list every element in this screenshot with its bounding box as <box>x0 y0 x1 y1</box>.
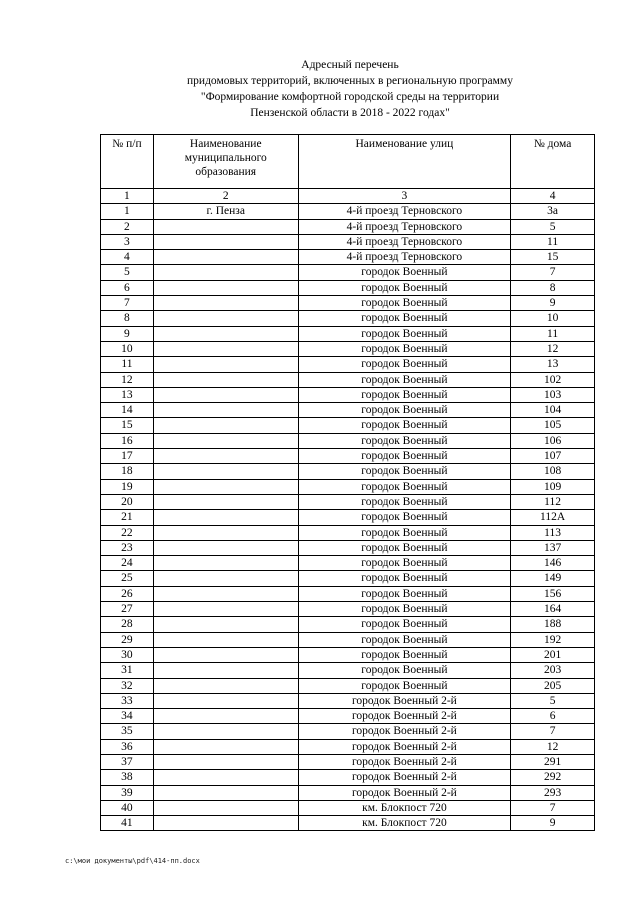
street-cell: городок Военный <box>298 296 511 311</box>
table-row <box>101 709 595 724</box>
house-number-cell: 149 <box>511 571 595 586</box>
table-row <box>101 754 595 769</box>
street-cell: городок Военный <box>298 387 511 402</box>
street-cell: городок Военный <box>298 663 511 678</box>
municipality-cell <box>153 724 298 739</box>
table-row <box>101 280 595 295</box>
street-cell: 4-й проезд Терновского <box>298 234 511 249</box>
row-number-cell: 5 <box>101 265 154 280</box>
municipality-cell <box>153 479 298 494</box>
house-number-cell: 188 <box>511 617 595 632</box>
table-row <box>101 479 595 494</box>
municipality-cell <box>153 265 298 280</box>
municipality-cell <box>153 311 298 326</box>
municipality-cell: г. Пенза <box>153 204 298 219</box>
house-number-cell: 107 <box>511 449 595 464</box>
municipality-cell <box>153 632 298 647</box>
municipality-cell <box>153 556 298 571</box>
municipality-cell <box>153 586 298 601</box>
row-number-cell: 35 <box>101 724 154 739</box>
column-number-cell: 2 <box>153 189 298 204</box>
house-number-cell: 9 <box>511 816 595 831</box>
street-cell: городок Военный <box>298 647 511 662</box>
row-number-cell: 38 <box>101 770 154 785</box>
row-number-cell: 27 <box>101 602 154 617</box>
municipality-cell <box>153 372 298 387</box>
house-number-cell: 11 <box>511 234 595 249</box>
column-number-cell: 1 <box>101 189 154 204</box>
street-cell: городок Военный <box>298 326 511 341</box>
table-row <box>101 556 595 571</box>
row-number-cell: 26 <box>101 586 154 601</box>
title-line-2: придомовых территорий, включенных в региональную программу <box>187 75 513 87</box>
municipality-cell <box>153 234 298 249</box>
street-cell: городок Военный 2-й <box>298 739 511 754</box>
table-row <box>101 739 595 754</box>
street-cell: городок Военный <box>298 449 511 464</box>
row-number-cell: 21 <box>101 510 154 525</box>
house-number-cell: 5 <box>511 219 595 234</box>
row-number-cell: 41 <box>101 816 154 831</box>
house-number-cell: 6 <box>511 709 595 724</box>
table-row <box>101 800 595 815</box>
row-number-cell: 8 <box>101 311 154 326</box>
row-number-cell: 15 <box>101 418 154 433</box>
table-row <box>101 693 595 708</box>
street-cell: городок Военный 2-й <box>298 709 511 724</box>
house-number-cell: 3а <box>511 204 595 219</box>
table-row <box>101 632 595 647</box>
row-number-cell: 12 <box>101 372 154 387</box>
street-cell: городок Военный <box>298 341 511 356</box>
house-number-cell: 7 <box>511 724 595 739</box>
municipality-cell <box>153 617 298 632</box>
table-row <box>101 510 595 525</box>
house-number-cell: 103 <box>511 387 595 402</box>
row-number-cell: 37 <box>101 754 154 769</box>
municipality-cell <box>153 678 298 693</box>
street-cell: городок Военный <box>298 602 511 617</box>
municipality-cell <box>153 816 298 831</box>
house-number-cell: 137 <box>511 540 595 555</box>
row-number-cell: 39 <box>101 785 154 800</box>
row-number-cell: 13 <box>101 387 154 402</box>
table-row <box>101 540 595 555</box>
table-row <box>101 647 595 662</box>
street-cell: городок Военный <box>298 403 511 418</box>
municipality-cell <box>153 647 298 662</box>
house-number-cell: 10 <box>511 311 595 326</box>
table-row <box>101 678 595 693</box>
municipality-cell <box>153 754 298 769</box>
table-row <box>101 494 595 509</box>
street-cell: км. Блокпост 720 <box>298 800 511 815</box>
street-cell: городок Военный <box>298 433 511 448</box>
municipality-cell <box>153 280 298 295</box>
street-cell: городок Военный <box>298 632 511 647</box>
house-number-cell: 112 <box>511 494 595 509</box>
street-cell: 4-й проезд Терновского <box>298 219 511 234</box>
row-number-cell: 24 <box>101 556 154 571</box>
row-number-cell: 10 <box>101 341 154 356</box>
table-row <box>101 785 595 800</box>
street-cell: городок Военный 2-й <box>298 785 511 800</box>
house-number-cell: 113 <box>511 525 595 540</box>
house-number-cell: 104 <box>511 403 595 418</box>
table-row <box>101 204 595 219</box>
municipality-cell <box>153 525 298 540</box>
street-cell: городок Военный <box>298 311 511 326</box>
municipality-cell <box>153 219 298 234</box>
table-row <box>101 617 595 632</box>
table-row <box>101 586 595 601</box>
municipality-cell <box>153 341 298 356</box>
row-number-cell: 16 <box>101 433 154 448</box>
street-cell: городок Военный 2-й <box>298 693 511 708</box>
municipality-cell <box>153 326 298 341</box>
table-row <box>101 296 595 311</box>
table-row <box>101 234 595 249</box>
row-number-cell: 9 <box>101 326 154 341</box>
street-cell: городок Военный <box>298 265 511 280</box>
row-number-cell: 11 <box>101 357 154 372</box>
table-row <box>101 724 595 739</box>
municipality-cell <box>153 739 298 754</box>
municipality-cell <box>153 433 298 448</box>
title-line-3: "Формирование комфортной городской среды на территории <box>200 91 500 103</box>
street-cell: городок Военный <box>298 586 511 601</box>
house-number-cell: 11 <box>511 326 595 341</box>
municipality-cell <box>153 800 298 815</box>
header-street: Наименование улиц <box>298 135 511 189</box>
street-cell: городок Военный <box>298 678 511 693</box>
row-number-cell: 31 <box>101 663 154 678</box>
street-cell: городок Военный <box>298 540 511 555</box>
row-number-cell: 4 <box>101 250 154 265</box>
row-number-cell: 32 <box>101 678 154 693</box>
table-row <box>101 219 595 234</box>
row-number-cell: 28 <box>101 617 154 632</box>
row-number-cell: 18 <box>101 464 154 479</box>
row-number-cell: 22 <box>101 525 154 540</box>
row-number-cell: 33 <box>101 693 154 708</box>
house-number-cell: 112А <box>511 510 595 525</box>
table-row <box>101 663 595 678</box>
house-number-cell: 108 <box>511 464 595 479</box>
house-number-cell: 292 <box>511 770 595 785</box>
house-number-cell: 15 <box>511 250 595 265</box>
row-number-cell: 29 <box>101 632 154 647</box>
street-cell: городок Военный <box>298 510 511 525</box>
municipality-cell <box>153 663 298 678</box>
column-number-cell: 3 <box>298 189 511 204</box>
table-row <box>101 311 595 326</box>
street-cell: городок Военный <box>298 617 511 632</box>
header-number: № п/п <box>101 135 154 189</box>
house-number-cell: 291 <box>511 754 595 769</box>
house-number-cell: 156 <box>511 586 595 601</box>
house-number-cell: 201 <box>511 647 595 662</box>
row-number-cell: 1 <box>101 204 154 219</box>
table-row <box>101 464 595 479</box>
title-line-4: Пензенской области в 2018 - 2022 годах" <box>250 107 450 119</box>
house-number-cell: 102 <box>511 372 595 387</box>
table-row <box>101 449 595 464</box>
house-number-cell: 7 <box>511 800 595 815</box>
table-row <box>101 265 595 280</box>
title-line-1: Адресный перечень <box>301 59 399 71</box>
row-number-cell: 40 <box>101 800 154 815</box>
house-number-cell: 12 <box>511 341 595 356</box>
house-number-cell: 13 <box>511 357 595 372</box>
municipality-cell <box>153 403 298 418</box>
table-row <box>101 357 595 372</box>
municipality-cell <box>153 693 298 708</box>
street-cell: 4-й проезд Терновского <box>298 250 511 265</box>
street-cell: городок Военный <box>298 494 511 509</box>
row-number-cell: 7 <box>101 296 154 311</box>
column-number-row <box>101 189 595 204</box>
street-cell: км. Блокпост 720 <box>298 816 511 831</box>
street-cell: городок Военный 2-й <box>298 770 511 785</box>
house-number-cell: 5 <box>511 693 595 708</box>
street-cell: городок Военный 2-й <box>298 754 511 769</box>
header-house: № дома <box>511 135 595 189</box>
municipality-cell <box>153 449 298 464</box>
municipality-cell <box>153 770 298 785</box>
table-row <box>101 326 595 341</box>
municipality-cell <box>153 510 298 525</box>
municipality-cell <box>153 418 298 433</box>
street-cell: городок Военный <box>298 556 511 571</box>
municipality-cell <box>153 494 298 509</box>
municipality-cell <box>153 387 298 402</box>
municipality-cell <box>153 357 298 372</box>
house-number-cell: 293 <box>511 785 595 800</box>
house-number-cell: 106 <box>511 433 595 448</box>
house-number-cell: 12 <box>511 739 595 754</box>
house-number-cell: 8 <box>511 280 595 295</box>
table-row <box>101 341 595 356</box>
table-row <box>101 387 595 402</box>
column-number-cell: 4 <box>511 189 595 204</box>
row-number-cell: 30 <box>101 647 154 662</box>
table-row <box>101 433 595 448</box>
house-number-cell: 164 <box>511 602 595 617</box>
municipality-cell <box>153 709 298 724</box>
row-number-cell: 25 <box>101 571 154 586</box>
street-cell: городок Военный <box>298 372 511 387</box>
municipality-cell <box>153 571 298 586</box>
municipality-cell <box>153 540 298 555</box>
table-row <box>101 403 595 418</box>
street-cell: городок Военный <box>298 357 511 372</box>
street-cell: городок Военный <box>298 479 511 494</box>
house-number-cell: 7 <box>511 265 595 280</box>
document-title <box>100 57 600 121</box>
municipality-cell <box>153 602 298 617</box>
table-row <box>101 250 595 265</box>
house-number-cell: 146 <box>511 556 595 571</box>
street-cell: городок Военный 2-й <box>298 724 511 739</box>
house-number-cell: 203 <box>511 663 595 678</box>
row-number-cell: 17 <box>101 449 154 464</box>
municipality-cell <box>153 250 298 265</box>
table-row <box>101 602 595 617</box>
header-row <box>101 135 595 189</box>
house-number-cell: 192 <box>511 632 595 647</box>
file-path-footer: c:\мои документы\pdf\414-пп.docx <box>65 857 200 865</box>
row-number-cell: 36 <box>101 739 154 754</box>
table-row <box>101 525 595 540</box>
row-number-cell: 23 <box>101 540 154 555</box>
municipality-cell <box>153 296 298 311</box>
municipality-cell <box>153 464 298 479</box>
row-number-cell: 2 <box>101 219 154 234</box>
municipality-cell <box>153 785 298 800</box>
row-number-cell: 34 <box>101 709 154 724</box>
table-row <box>101 571 595 586</box>
street-cell: городок Военный <box>298 571 511 586</box>
table-row <box>101 418 595 433</box>
street-cell: городок Военный <box>298 525 511 540</box>
row-number-cell: 3 <box>101 234 154 249</box>
row-number-cell: 19 <box>101 479 154 494</box>
row-number-cell: 20 <box>101 494 154 509</box>
address-table <box>100 134 595 831</box>
table-row <box>101 770 595 785</box>
street-cell: городок Военный <box>298 418 511 433</box>
row-number-cell: 6 <box>101 280 154 295</box>
house-number-cell: 105 <box>511 418 595 433</box>
house-number-cell: 9 <box>511 296 595 311</box>
table-row <box>101 816 595 831</box>
street-cell: 4-й проезд Терновского <box>298 204 511 219</box>
house-number-cell: 109 <box>511 479 595 494</box>
table-row <box>101 372 595 387</box>
street-cell: городок Военный <box>298 280 511 295</box>
house-number-cell: 205 <box>511 678 595 693</box>
header-municipality: Наименование муниципального образования <box>153 135 298 189</box>
row-number-cell: 14 <box>101 403 154 418</box>
street-cell: городок Военный <box>298 464 511 479</box>
